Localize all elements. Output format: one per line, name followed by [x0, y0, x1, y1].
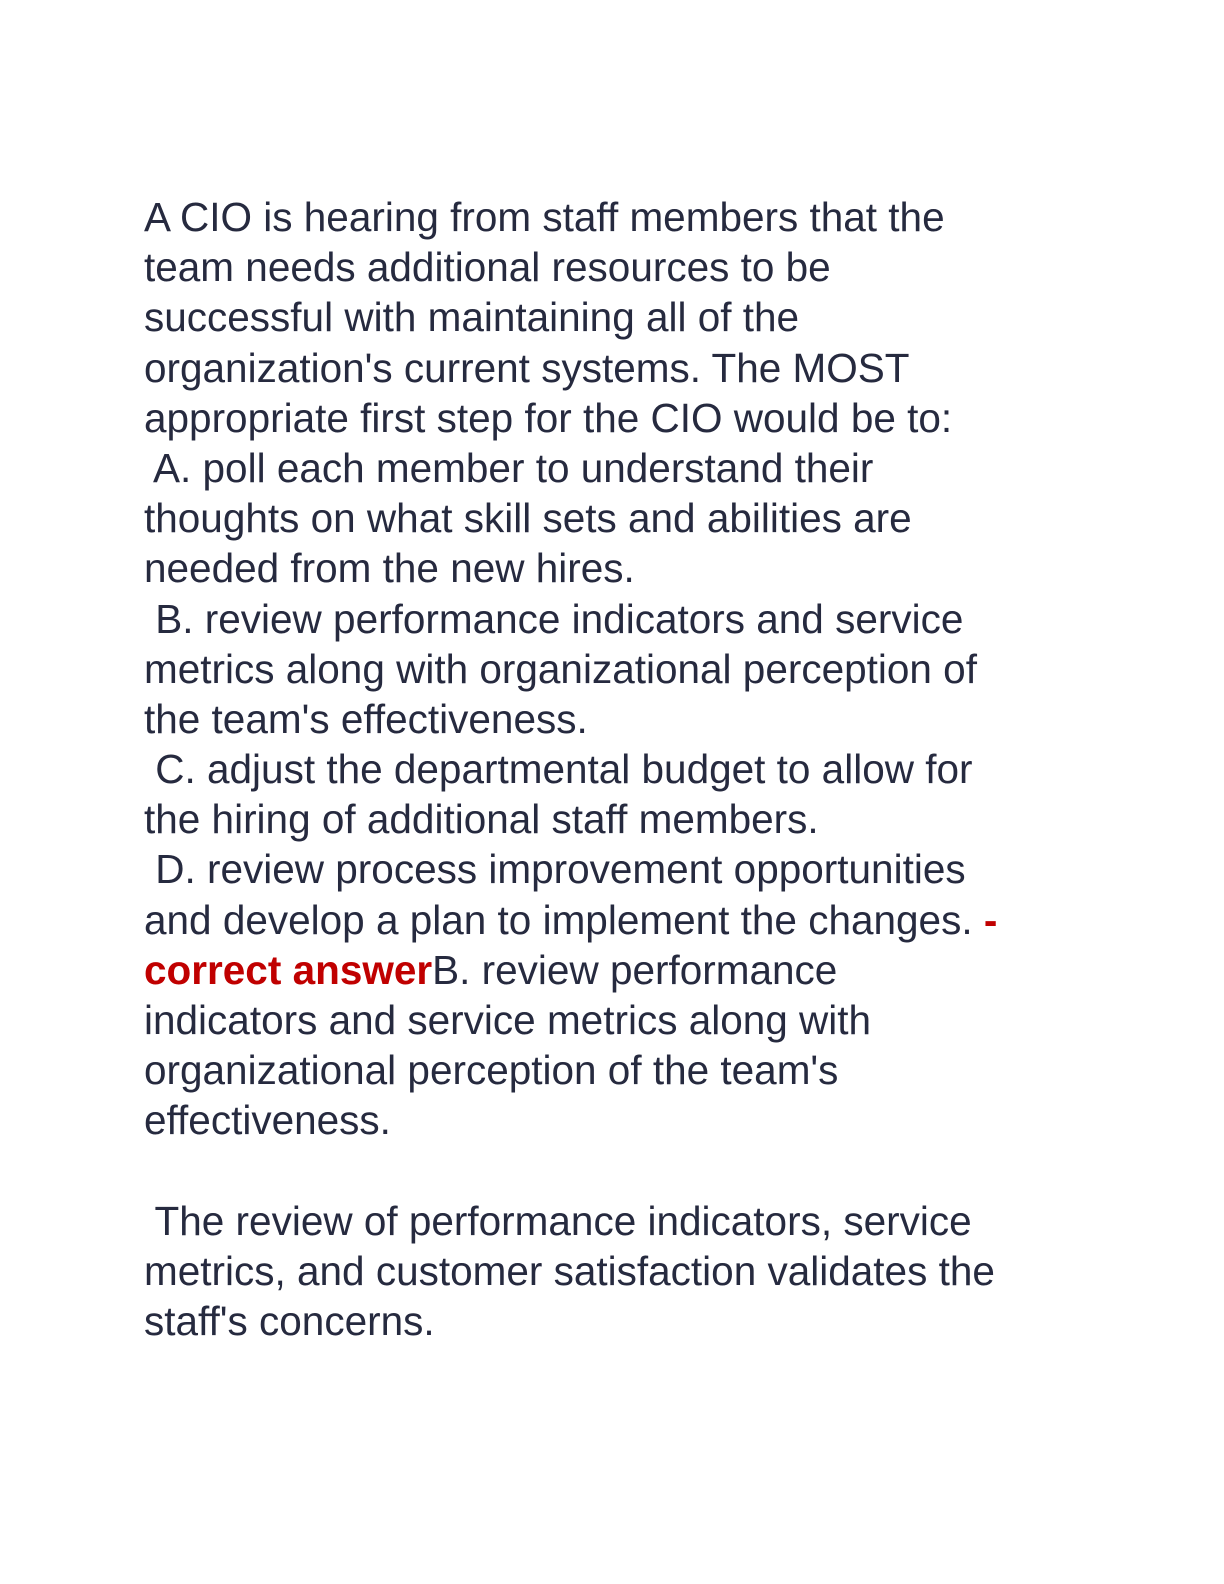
answer-marker-dash: -	[983, 896, 998, 943]
question-line: organization's current systems. The MOST	[144, 344, 910, 391]
answer-line: indicators and service metrics along with	[144, 997, 872, 1043]
option-d-text: and develop a plan to implement the changes.	[144, 896, 984, 943]
option-c-line: C. adjust the departmental budget to allow for	[144, 746, 973, 793]
option-b-line: the team's effectiveness.	[144, 695, 588, 742]
option-a-line: A. poll each member to understand their	[144, 444, 874, 491]
question-line: successful with maintaining all of the	[144, 294, 800, 341]
option-c-line: the hiring of additional staff members.	[144, 796, 819, 843]
option-a-line: needed from the new hires.	[144, 545, 635, 592]
explanation-line: metrics, and customer satisfaction validates the	[144, 1247, 995, 1294]
blank-line	[144, 1146, 1084, 1196]
answer-marker-label: correct answer	[144, 946, 433, 993]
explanation-line: The review of performance indicators, service	[144, 1197, 972, 1244]
question-line: appropriate first step for the CIO would be to:	[144, 394, 953, 441]
option-a-line: thoughts on what skill sets and abilities are	[144, 495, 912, 542]
explanation-line: staff's concerns.	[144, 1298, 435, 1345]
answer-line	[144, 945, 1084, 995]
option-b-line: metrics along with organizational perception of	[144, 645, 977, 692]
option-d-line	[144, 895, 1084, 945]
answer-text: B. review performance	[432, 946, 838, 993]
question-line: A CIO is hearing from staff members that the	[144, 194, 945, 240]
question-block	[144, 192, 1084, 1346]
answer-line: organizational perception of the team's	[144, 1047, 839, 1094]
option-b-line: B. review performance indicators and service	[144, 595, 964, 642]
question-line: team needs additional resources to be	[144, 244, 831, 291]
option-d-line: D. review process improvement opportunities	[144, 846, 966, 893]
answer-line: effectiveness.	[144, 1097, 391, 1144]
